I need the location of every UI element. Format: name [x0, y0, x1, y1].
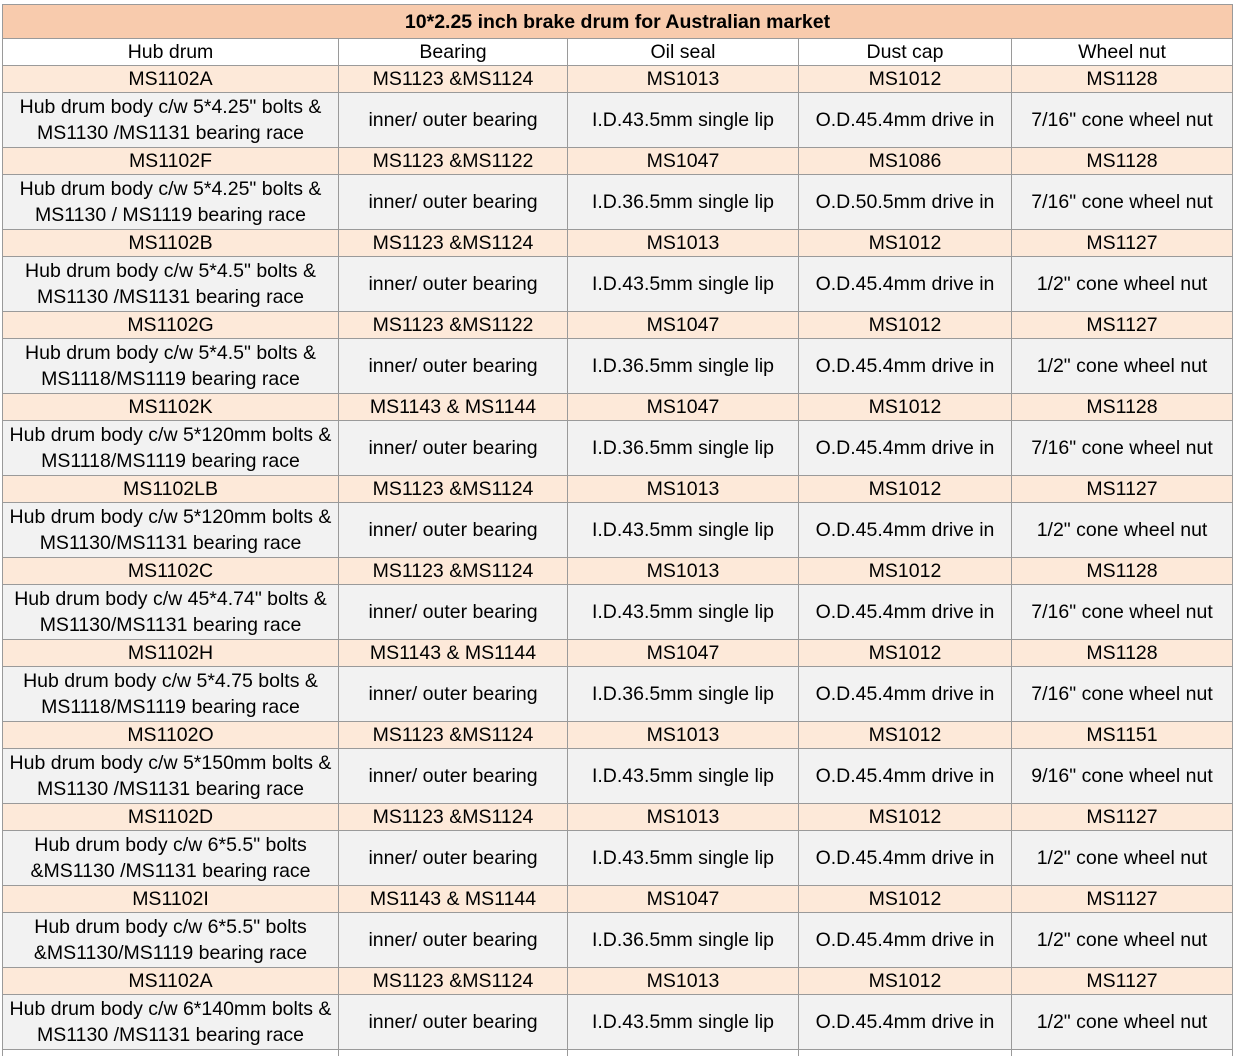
cell-desc-dust-cap: O.D.45.4mm drive in	[799, 995, 1012, 1050]
cell-code-dust-cap: MS1012	[799, 312, 1012, 339]
table-row-code	[3, 230, 1233, 257]
cell-code-bearing: MS1123 &MS1122	[339, 148, 568, 175]
table-body	[3, 66, 1233, 1056]
table-row-description	[3, 421, 1233, 476]
filler-cell	[3, 1050, 339, 1056]
cell-desc-wheel-nut: 1/2" cone wheel nut	[1012, 995, 1233, 1050]
table-row-code	[3, 804, 1233, 831]
cell-code-bearing: MS1123 &MS1124	[339, 476, 568, 503]
cell-code-wheel-nut: MS1128	[1012, 394, 1233, 421]
header-oil-seal: Oil seal	[568, 39, 799, 66]
cell-desc-bearing: inner/ outer bearing	[339, 257, 568, 312]
cell-code-dust-cap: MS1012	[799, 558, 1012, 585]
cell-code-hub-drum: MS1102K	[3, 394, 339, 421]
cell-code-dust-cap: MS1086	[799, 148, 1012, 175]
cell-desc-wheel-nut: 7/16" cone wheel nut	[1012, 421, 1233, 476]
table-title: 10*2.25 inch brake drum for Australian market	[3, 5, 1233, 39]
table-row-description	[3, 995, 1233, 1050]
cell-desc-bearing: inner/ outer bearing	[339, 93, 568, 148]
table-row-code	[3, 558, 1233, 585]
cell-desc-dust-cap: O.D.45.4mm drive in	[799, 339, 1012, 394]
cell-desc-dust-cap: O.D.45.4mm drive in	[799, 257, 1012, 312]
table-row-code	[3, 968, 1233, 995]
cell-code-bearing: MS1123 &MS1122	[339, 312, 568, 339]
cell-desc-dust-cap: O.D.45.4mm drive in	[799, 749, 1012, 804]
header-row	[3, 39, 1233, 66]
cell-desc-dust-cap: O.D.45.4mm drive in	[799, 667, 1012, 722]
cell-code-hub-drum: MS1102H	[3, 640, 339, 667]
cell-desc-dust-cap: O.D.45.4mm drive in	[799, 913, 1012, 968]
cell-desc-bearing: inner/ outer bearing	[339, 913, 568, 968]
table-row-code	[3, 640, 1233, 667]
cell-desc-wheel-nut: 7/16" cone wheel nut	[1012, 175, 1233, 230]
cell-code-dust-cap: MS1012	[799, 804, 1012, 831]
filler-cell	[339, 1050, 568, 1056]
cell-desc-oil-seal: I.D.36.5mm single lip	[568, 913, 799, 968]
cell-code-wheel-nut: MS1128	[1012, 558, 1233, 585]
cell-desc-hub-drum: Hub drum body c/w 5*4.5" bolts & MS1118/MS1119 bearing race	[3, 339, 339, 394]
table-row-description	[3, 503, 1233, 558]
cell-desc-hub-drum: Hub drum body c/w 6*5.5" bolts &MS1130/MS1119 bearing race	[3, 913, 339, 968]
cell-code-bearing: MS1143 & MS1144	[339, 640, 568, 667]
cell-desc-bearing: inner/ outer bearing	[339, 995, 568, 1050]
cell-desc-oil-seal: I.D.43.5mm single lip	[568, 257, 799, 312]
cell-desc-hub-drum: Hub drum body c/w 5*4.25" bolts & MS1130 / MS1119 bearing race	[3, 175, 339, 230]
cell-code-wheel-nut: MS1128	[1012, 640, 1233, 667]
cell-desc-hub-drum: Hub drum body c/w 6*140mm bolts & MS1130 /MS1131 bearing race	[3, 995, 339, 1050]
cell-desc-hub-drum: Hub drum body c/w 5*120mm bolts & MS1130/MS1131 bearing race	[3, 503, 339, 558]
table-row-description	[3, 257, 1233, 312]
cell-desc-wheel-nut: 1/2" cone wheel nut	[1012, 257, 1233, 312]
cell-desc-dust-cap: O.D.50.5mm drive in	[799, 175, 1012, 230]
table-row-code	[3, 394, 1233, 421]
cell-code-oil-seal: MS1047	[568, 640, 799, 667]
cell-code-hub-drum: MS1102B	[3, 230, 339, 257]
cell-desc-dust-cap: O.D.45.4mm drive in	[799, 585, 1012, 640]
cell-desc-oil-seal: I.D.43.5mm single lip	[568, 585, 799, 640]
cell-desc-oil-seal: I.D.43.5mm single lip	[568, 749, 799, 804]
cell-code-hub-drum: MS1102C	[3, 558, 339, 585]
cell-code-wheel-nut: MS1128	[1012, 148, 1233, 175]
cell-code-dust-cap: MS1012	[799, 968, 1012, 995]
cell-code-dust-cap: MS1012	[799, 722, 1012, 749]
filler-cell	[568, 1050, 799, 1056]
table-row-description	[3, 667, 1233, 722]
cell-code-hub-drum: MS1102O	[3, 722, 339, 749]
cell-code-hub-drum: MS1102I	[3, 886, 339, 913]
cell-code-oil-seal: MS1013	[568, 968, 799, 995]
cell-code-hub-drum: MS1102F	[3, 148, 339, 175]
table-row-code	[3, 886, 1233, 913]
table-row-description	[3, 339, 1233, 394]
cell-code-oil-seal: MS1013	[568, 722, 799, 749]
cell-desc-hub-drum: Hub drum body c/w 6*5.5" bolts &MS1130 /MS1131 bearing race	[3, 831, 339, 886]
cell-code-oil-seal: MS1047	[568, 886, 799, 913]
cell-code-oil-seal: MS1047	[568, 312, 799, 339]
cell-desc-oil-seal: I.D.36.5mm single lip	[568, 667, 799, 722]
cell-code-dust-cap: MS1012	[799, 476, 1012, 503]
cell-code-dust-cap: MS1012	[799, 640, 1012, 667]
cell-code-wheel-nut: MS1128	[1012, 66, 1233, 93]
cell-desc-hub-drum: Hub drum body c/w 5*150mm bolts & MS1130 /MS1131 bearing race	[3, 749, 339, 804]
cell-code-bearing: MS1123 &MS1124	[339, 722, 568, 749]
table-row-code	[3, 722, 1233, 749]
cell-desc-bearing: inner/ outer bearing	[339, 585, 568, 640]
cell-desc-wheel-nut: 1/2" cone wheel nut	[1012, 831, 1233, 886]
cell-code-dust-cap: MS1012	[799, 394, 1012, 421]
cell-code-bearing: MS1123 &MS1124	[339, 804, 568, 831]
header-dust-cap: Dust cap	[799, 39, 1012, 66]
cell-desc-oil-seal: I.D.36.5mm single lip	[568, 421, 799, 476]
cell-code-wheel-nut: MS1127	[1012, 230, 1233, 257]
parts-table	[2, 4, 1233, 1056]
table-row-description	[3, 585, 1233, 640]
cell-code-hub-drum: MS1102A	[3, 66, 339, 93]
table-row-description	[3, 913, 1233, 968]
cell-desc-wheel-nut: 1/2" cone wheel nut	[1012, 913, 1233, 968]
cell-desc-oil-seal: I.D.43.5mm single lip	[568, 995, 799, 1050]
cell-desc-bearing: inner/ outer bearing	[339, 831, 568, 886]
cell-code-dust-cap: MS1012	[799, 230, 1012, 257]
cell-code-dust-cap: MS1012	[799, 66, 1012, 93]
cell-code-wheel-nut: MS1127	[1012, 968, 1233, 995]
table-row-code	[3, 148, 1233, 175]
cell-code-wheel-nut: MS1151	[1012, 722, 1233, 749]
table-row-code	[3, 66, 1233, 93]
cell-desc-wheel-nut: 7/16" cone wheel nut	[1012, 585, 1233, 640]
cell-code-hub-drum: MS1102G	[3, 312, 339, 339]
cell-code-oil-seal: MS1013	[568, 230, 799, 257]
cell-code-dust-cap: MS1012	[799, 886, 1012, 913]
filler-cell	[799, 1050, 1012, 1056]
cell-code-oil-seal: MS1013	[568, 558, 799, 585]
cell-desc-oil-seal: I.D.36.5mm single lip	[568, 339, 799, 394]
cell-code-wheel-nut: MS1127	[1012, 804, 1233, 831]
cell-desc-wheel-nut: 1/2" cone wheel nut	[1012, 339, 1233, 394]
table-row-description	[3, 831, 1233, 886]
cell-desc-dust-cap: O.D.45.4mm drive in	[799, 93, 1012, 148]
cell-desc-hub-drum: Hub drum body c/w 5*4.75 bolts & MS1118/MS1119 bearing race	[3, 667, 339, 722]
cell-desc-hub-drum: Hub drum body c/w 45*4.74" bolts & MS1130/MS1131 bearing race	[3, 585, 339, 640]
table-row-description	[3, 749, 1233, 804]
cell-code-oil-seal: MS1013	[568, 66, 799, 93]
cell-desc-hub-drum: Hub drum body c/w 5*4.5" bolts & MS1130 /MS1131 bearing race	[3, 257, 339, 312]
cell-code-bearing: MS1123 &MS1124	[339, 66, 568, 93]
cell-code-oil-seal: MS1047	[568, 394, 799, 421]
cell-code-oil-seal: MS1047	[568, 148, 799, 175]
cell-desc-hub-drum: Hub drum body c/w 5*120mm bolts & MS1118/MS1119 bearing race	[3, 421, 339, 476]
cell-code-wheel-nut: MS1127	[1012, 312, 1233, 339]
cell-desc-oil-seal: I.D.36.5mm single lip	[568, 175, 799, 230]
cell-desc-oil-seal: I.D.43.5mm single lip	[568, 93, 799, 148]
cell-code-oil-seal: MS1013	[568, 476, 799, 503]
header-wheel-nut: Wheel nut	[1012, 39, 1233, 66]
table-row-code	[3, 476, 1233, 503]
cell-desc-bearing: inner/ outer bearing	[339, 339, 568, 394]
header-hub-drum: Hub drum	[3, 39, 339, 66]
cell-desc-bearing: inner/ outer bearing	[339, 749, 568, 804]
cell-desc-wheel-nut: 9/16" cone wheel nut	[1012, 749, 1233, 804]
header-bearing: Bearing	[339, 39, 568, 66]
cell-desc-bearing: inner/ outer bearing	[339, 421, 568, 476]
cell-code-oil-seal: MS1013	[568, 804, 799, 831]
cell-code-hub-drum: MS1102A	[3, 968, 339, 995]
cell-code-bearing: MS1143 & MS1144	[339, 394, 568, 421]
table-row-code	[3, 312, 1233, 339]
cell-desc-wheel-nut: 7/16" cone wheel nut	[1012, 667, 1233, 722]
cell-code-wheel-nut: MS1127	[1012, 476, 1233, 503]
filler-cell	[1012, 1050, 1233, 1056]
table-filler-row	[3, 1050, 1233, 1056]
cell-code-bearing: MS1123 &MS1124	[339, 968, 568, 995]
cell-code-wheel-nut: MS1127	[1012, 886, 1233, 913]
cell-code-hub-drum: MS1102LB	[3, 476, 339, 503]
cell-code-bearing: MS1123 &MS1124	[339, 230, 568, 257]
cell-desc-wheel-nut: 1/2" cone wheel nut	[1012, 503, 1233, 558]
cell-desc-dust-cap: O.D.45.4mm drive in	[799, 503, 1012, 558]
cell-desc-bearing: inner/ outer bearing	[339, 503, 568, 558]
cell-code-bearing: MS1143 & MS1144	[339, 886, 568, 913]
cell-desc-oil-seal: I.D.43.5mm single lip	[568, 831, 799, 886]
cell-desc-dust-cap: O.D.45.4mm drive in	[799, 421, 1012, 476]
cell-desc-bearing: inner/ outer bearing	[339, 175, 568, 230]
cell-desc-hub-drum: Hub drum body c/w 5*4.25" bolts & MS1130 /MS1131 bearing race	[3, 93, 339, 148]
cell-code-bearing: MS1123 &MS1124	[339, 558, 568, 585]
table-row-description	[3, 93, 1233, 148]
cell-desc-bearing: inner/ outer bearing	[339, 667, 568, 722]
cell-desc-dust-cap: O.D.45.4mm drive in	[799, 831, 1012, 886]
table-row-description	[3, 175, 1233, 230]
cell-desc-oil-seal: I.D.43.5mm single lip	[568, 503, 799, 558]
cell-code-hub-drum: MS1102D	[3, 804, 339, 831]
cell-desc-wheel-nut: 7/16" cone wheel nut	[1012, 93, 1233, 148]
